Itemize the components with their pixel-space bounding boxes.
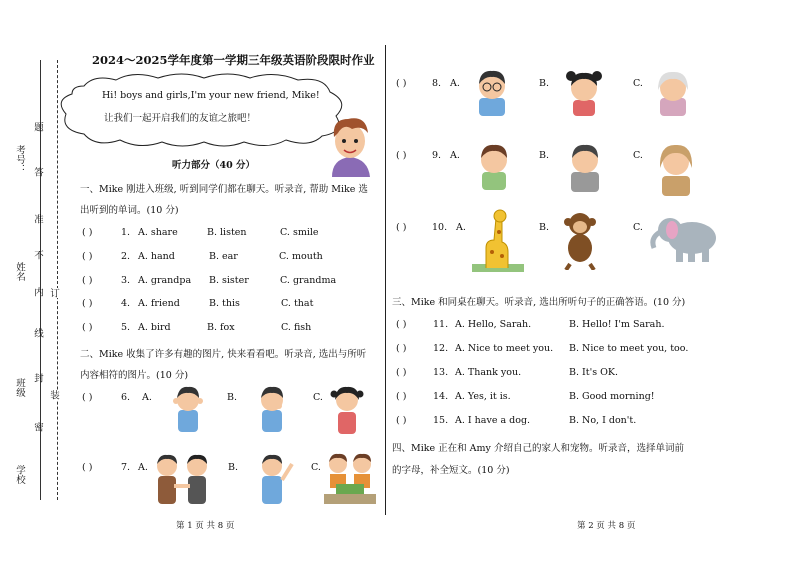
option-c: C. [633, 222, 643, 233]
answer-blank[interactable]: ( ) [396, 78, 407, 89]
question-number: 11. [433, 319, 449, 330]
answer-blank[interactable]: ( ) [396, 222, 407, 233]
option-c: C. smile [280, 227, 319, 238]
mike-character-image [322, 113, 378, 177]
elephant-image[interactable] [648, 212, 724, 266]
answer-blank[interactable]: ( ) [82, 227, 93, 238]
answer-blank[interactable]: ( ) [396, 415, 407, 426]
answer-blank[interactable]: ( ) [82, 251, 93, 262]
grandmother-image[interactable] [652, 66, 694, 116]
question-number: 10. [432, 222, 448, 233]
option-a: A. [450, 150, 460, 161]
option-b: B. [227, 392, 238, 403]
question-number: 4. [121, 298, 131, 309]
option-b: B. [228, 462, 239, 473]
option-a: A. share [138, 227, 178, 238]
option-a: A. grandpa [138, 275, 192, 286]
option-c: C. [633, 78, 643, 89]
option-c: C. mouth [279, 251, 323, 262]
answer-blank[interactable]: ( ) [396, 367, 407, 378]
option-b: B. No, I don't. [569, 415, 637, 426]
seal-word: 密 [32, 422, 43, 432]
woman-face-image[interactable] [654, 138, 698, 196]
boys-shaking-hands-image[interactable] [154, 450, 212, 506]
section2-instruction-line1: 二、Mike 收集了许多有趣的图片, 快来看看吧。听录音, 选出与所听 [80, 349, 367, 360]
option-a: A. [142, 392, 152, 403]
boy-face-image[interactable] [474, 138, 514, 190]
boy-waving-image[interactable] [252, 450, 298, 506]
question-number: 6. [121, 392, 131, 403]
answer-blank[interactable]: ( ) [82, 298, 93, 309]
option-a: A. Yes, it is. [455, 391, 511, 402]
seal-word: 封 [32, 373, 43, 383]
question-number: 9. [432, 150, 442, 161]
monkey-image[interactable] [556, 208, 604, 270]
boy-touching-face-image[interactable] [255, 382, 289, 434]
section3-instruction: 三、Mike 和同桌在聊天。听录音, 选出所听句子的正确答语。(10 分) [392, 297, 686, 308]
option-b: B. Nice to meet you, too. [569, 343, 689, 354]
option-c: C. grandma [280, 275, 337, 286]
seal-word: 线 [32, 328, 43, 338]
option-a: A. I have a dog. [455, 415, 531, 426]
option-b: B. Good morning! [569, 391, 655, 402]
option-a: A. [456, 222, 466, 233]
page-title: 2024～2025学年度第一学期三年级英语阶段限时作业 [92, 53, 375, 67]
option-a: A. Hello, Sarah. [455, 319, 532, 330]
question-number: 5. [121, 322, 131, 333]
answer-blank[interactable]: ( ) [396, 319, 407, 330]
question-number: 13. [433, 367, 449, 378]
option-b: B. sister [209, 275, 249, 286]
section1-instruction-line1: 一、Mike 刚进入班级, 听到同学们都在聊天。听录音, 帮助 Mike 选 [80, 184, 368, 195]
option-b: B. listen [207, 227, 247, 238]
page1-footer: 第 1 页 共 8 页 [176, 521, 235, 531]
page-divider [385, 45, 386, 515]
seal-word: 答 [32, 167, 43, 177]
answer-blank[interactable]: ( ) [82, 322, 93, 333]
seal-word: 准 [32, 214, 43, 224]
children-reading-image[interactable] [322, 450, 378, 506]
question-number: 3. [121, 275, 131, 286]
page2-footer: 第 2 页 共 8 页 [577, 521, 636, 531]
option-c: C. [633, 150, 643, 161]
option-b: B. [539, 78, 550, 89]
option-c: C. [311, 462, 321, 473]
option-a: A. bird [138, 322, 171, 333]
seal-word: 题 [32, 122, 43, 132]
boy-with-glasses-image[interactable] [471, 66, 513, 116]
question-number: 15. [433, 415, 449, 426]
option-b: B. this [209, 298, 240, 309]
section4-instruction-line2: 的字母，补全短文。(10 分) [392, 465, 510, 476]
binding-margin [0, 0, 62, 561]
seal-word: 不 [32, 250, 43, 260]
option-a: A. [138, 462, 148, 473]
answer-blank[interactable]: ( ) [82, 462, 93, 473]
name-label: 姓名 [14, 262, 25, 281]
boy-touching-ears-image[interactable] [170, 382, 206, 434]
question-number: 7. [121, 462, 131, 473]
answer-blank[interactable]: ( ) [396, 343, 407, 354]
option-b: B. [539, 150, 550, 161]
bubble-text-line1: Hi! boys and girls,I'm your new friend, Mike! [102, 90, 320, 101]
section2-instruction-line2: 内容相符的图片。(10 分) [80, 370, 189, 381]
option-a: A. Nice to meet you. [455, 343, 554, 354]
class-label: 班级 [14, 378, 25, 397]
man-face-image[interactable] [565, 138, 605, 192]
option-c: C. that [281, 298, 314, 309]
guide-word: 订 [48, 288, 59, 298]
option-b: B. Hello! I'm Sarah. [569, 319, 665, 330]
answer-blank[interactable]: ( ) [82, 392, 93, 403]
section1-instruction-line2: 出听到的单词。(10 分) [80, 205, 179, 216]
section4-instruction-line1: 四、Mike 正在和 Amy 介绍自己的家人和宠物。听录音，选择单词前 [392, 443, 684, 454]
exam-number-label: 考号： [14, 145, 25, 174]
option-a: A. friend [138, 298, 180, 309]
question-number: 8. [432, 78, 442, 89]
listening-heading: 听力部分（40 分） [172, 160, 256, 171]
bubble-text-line2: 让我们一起开启我们的友谊之旅吧！ [104, 113, 257, 124]
answer-blank[interactable]: ( ) [82, 275, 93, 286]
option-c: C. fish [281, 322, 312, 333]
question-number: 14. [433, 391, 449, 402]
answer-blank[interactable]: ( ) [396, 150, 407, 161]
option-b: B. fox [207, 322, 235, 333]
option-a: A. [450, 78, 460, 89]
question-number: 1. [121, 227, 131, 238]
option-b: B. ear [209, 251, 238, 262]
giraffe-image[interactable] [472, 208, 524, 272]
option-a: A. Thank you. [455, 367, 522, 378]
question-number: 2. [121, 251, 131, 262]
option-a: A. hand [138, 251, 175, 262]
guide-word: 装 [48, 390, 59, 400]
option-b: B. It's OK. [569, 367, 619, 378]
school-label: 学校 [14, 465, 25, 484]
girl-touching-nose-image[interactable] [330, 382, 364, 436]
seal-word: 内 [32, 287, 43, 297]
option-b: B. [539, 222, 550, 233]
question-number: 12. [433, 343, 449, 354]
girl-with-buns-image[interactable] [563, 66, 605, 116]
option-c: C. [313, 392, 323, 403]
answer-blank[interactable]: ( ) [396, 391, 407, 402]
